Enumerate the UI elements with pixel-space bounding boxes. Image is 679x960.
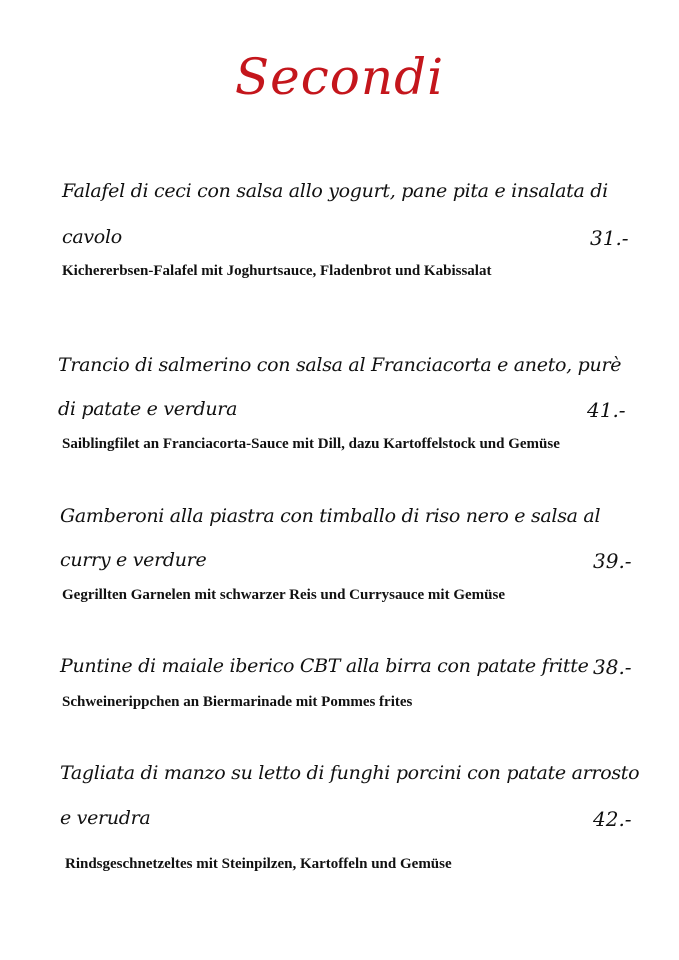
dish-name-italian-cont: e verudra — [60, 807, 151, 829]
page-title: Secondi — [234, 48, 445, 106]
dish-description-german: Gegrillten Garnelen mit schwarzer Reis und Currysauce mit Gemüse — [62, 587, 505, 603]
dish-price: 41.- — [587, 398, 626, 422]
dish-name-italian: Falafel di ceci con salsa allo yogurt, pane pita e insalata di — [62, 180, 608, 202]
dish-name-italian: Gamberoni alla piastra con timballo di riso nero e salsa al — [60, 505, 601, 527]
dish-name-italian: Puntine di maiale iberico CBT alla birra con patate fritte — [60, 655, 589, 677]
dish-price: 31.- — [590, 226, 629, 250]
dish-description-german: Rindsgeschnetzeltes mit Steinpilzen, Kartoffeln und Gemüse — [65, 856, 452, 872]
dish-price: 38.- — [593, 655, 632, 679]
dish-name-italian-cont: di patate e verdura — [58, 398, 238, 420]
dish-description-german: Saiblingfilet an Franciacorta-Sauce mit Dill, dazu Kartoffelstock und Gemüse — [62, 436, 560, 452]
dish-description-german: Kichererbsen-Falafel mit Joghurtsauce, Fladenbrot und Kabissalat — [62, 263, 492, 279]
dish-price: 42.- — [593, 807, 632, 831]
dish-name-italian: Trancio di salmerino con salsa al Franciacorta e aneto, purè — [58, 354, 622, 376]
dish-name-italian: Tagliata di manzo su letto di funghi porcini con patate arrosto — [60, 762, 640, 784]
dish-name-italian-cont: curry e verdure — [60, 549, 207, 571]
dish-price: 39.- — [593, 549, 632, 573]
dish-name-italian-cont: cavolo — [62, 226, 122, 248]
dish-description-german: Schweinerippchen an Biermarinade mit Pommes frites — [62, 694, 413, 710]
